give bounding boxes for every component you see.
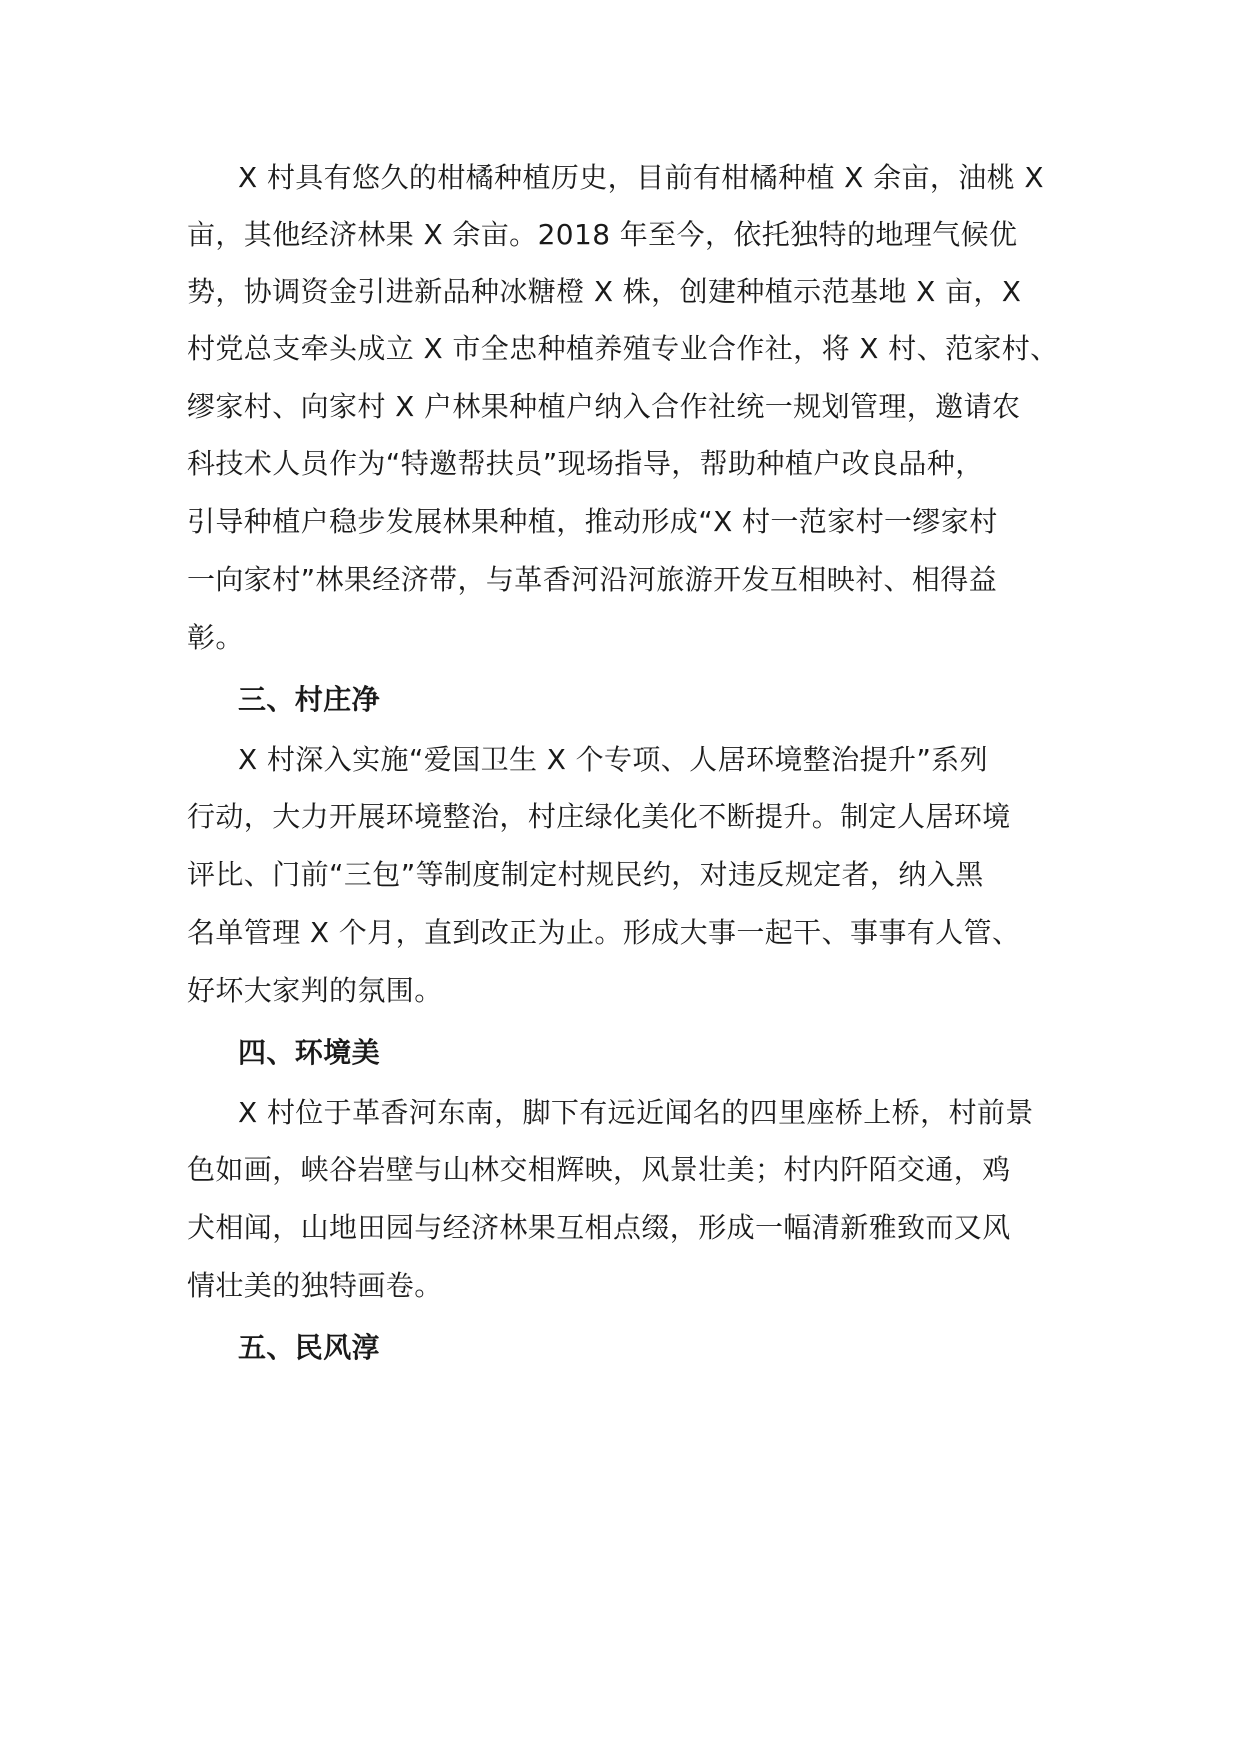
section-heading-folk-customs: 五、民风淳: [238, 1331, 381, 1364]
text-line: 缪家村、向家村 X 户林果种植户纳入合作社统一规划管理，邀请农: [187, 390, 1021, 423]
section-heading-village-clean: 三、村庄净: [238, 683, 381, 716]
text-line: X 村位于革香河东南，脚下有远近闻名的四里座桥上桥，村前景: [238, 1096, 1034, 1129]
text-line: 引导种植户稳步发展林果种植，推动形成“X 村一范家村一缪家村: [187, 505, 998, 538]
text-line: 势，协调资金引进新品种冰糖橙 X 株，创建种植示范基地 X 亩，X: [187, 275, 1022, 308]
text-line: X 村深入实施“爱国卫生 X 个专项、人居环境整治提升”系列: [238, 743, 989, 776]
text-line: 彰。: [187, 621, 244, 654]
text-line: 评比、门前“三包”等制度制定村规民约，对违反规定者，纳入黑: [187, 858, 984, 891]
text-line: 村党总支牵头成立 X 市全忠种植养殖专业合作社，将 X 村、范家村、: [187, 332, 1059, 365]
text-line: 名单管理 X 个月，直到改正为止。形成大事一起干、事事有人管、: [187, 916, 1021, 949]
section-heading-environment-beauty: 四、环境美: [238, 1036, 381, 1069]
text-line: X 村具有悠久的柑橘种植历史，目前有柑橘种植 X 余亩，油桃 X: [238, 161, 1044, 194]
text-line: 亩，其他经济林果 X 余亩。2018 年至今，依托独特的地理气候优: [187, 218, 1018, 251]
text-line: 色如画，峡谷岩壁与山林交相辉映，风景壮美；村内阡陌交通，鸡: [187, 1153, 1011, 1186]
text-line: 好坏大家判的氛围。: [187, 974, 443, 1007]
text-line: 行动，大力开展环境整治，村庄绿化美化不断提升。制定人居环境: [187, 800, 1011, 833]
text-line: 情壮美的独特画卷。: [187, 1269, 443, 1302]
text-line: 犬相闻，山地田园与经济林果互相点缀，形成一幅清新雅致而又风: [187, 1211, 1011, 1244]
text-line: 科技术人员作为“特邀帮扶员”现场指导，帮助种植户改良品种，: [187, 447, 984, 480]
text-line: 一向家村”林果经济带，与革香河沿河旅游开发互相映衬、相得益: [187, 563, 998, 596]
